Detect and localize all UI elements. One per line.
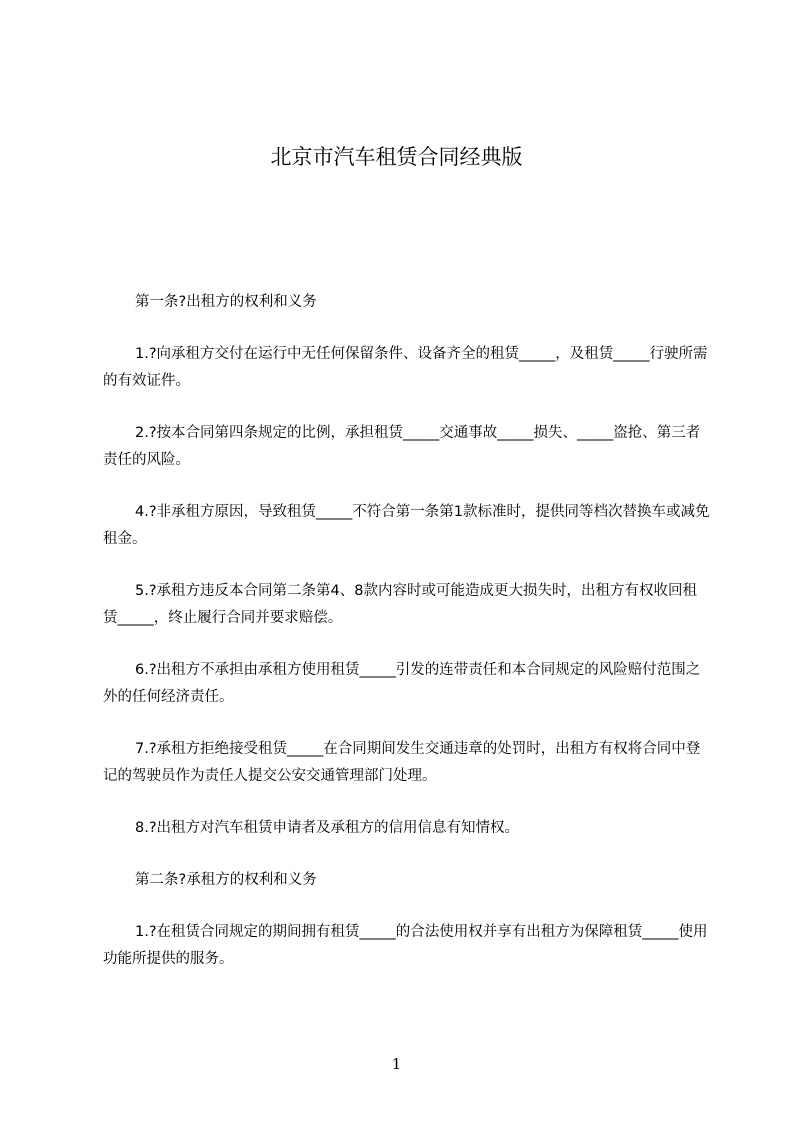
page-number: 1 (391, 1055, 402, 1073)
section-heading-1: 第一条?出租方的权利和义务 (135, 294, 317, 310)
section-heading-2: 第二条?承租方的权利和义务 (135, 872, 317, 888)
clause-1-4: 4.?非承租方原因，导致租赁_____不符合第一条第1款标准时，提供同等档次替换车或减免租金。 (103, 504, 710, 547)
clause-1-8: 8.?出租方对汽车租赁申请者及承租方的信用信息有知情权。 (135, 820, 520, 836)
clause-1-1: 1.?向承租方交付在运行中无任何保留条件、设备齐全的租赁_____，及租赁_____行驶所需的有效证件。 (103, 346, 708, 389)
document-title: 北京市汽车租赁合同经典版 (270, 145, 523, 169)
clause-1-2: 2.?按本合同第四条规定的比例，承担租赁_____交通事故_____损失、_____盗抢、第三者责任的风险。 (103, 425, 701, 468)
clause-2-1: 1.?在租赁合同规定的期间拥有租赁_____的合法使用权并享有出租方为保障租赁_____使用功能所提供的服务。 (103, 924, 708, 967)
document-body (103, 289, 711, 973)
clause-1-5: 5.?承租方违反本合同第二条第4、8款内容时或可能造成更大损失时，出租方有权收回租赁_____，终止履行合同并要求赔偿。 (103, 583, 697, 626)
clause-1-6: 6.?出租方不承担由承租方使用租赁_____引发的连带责任和本合同规定的风险赔付范围之外的任何经济责任。 (103, 662, 701, 705)
clause-1-7: 7.?承租方拒绝接受租赁_____在合同期间发生交通违章的处罚时，出租方有权将合同中登记的驾驶员作为责任人提交公安交通管理部门处理。 (103, 741, 701, 784)
